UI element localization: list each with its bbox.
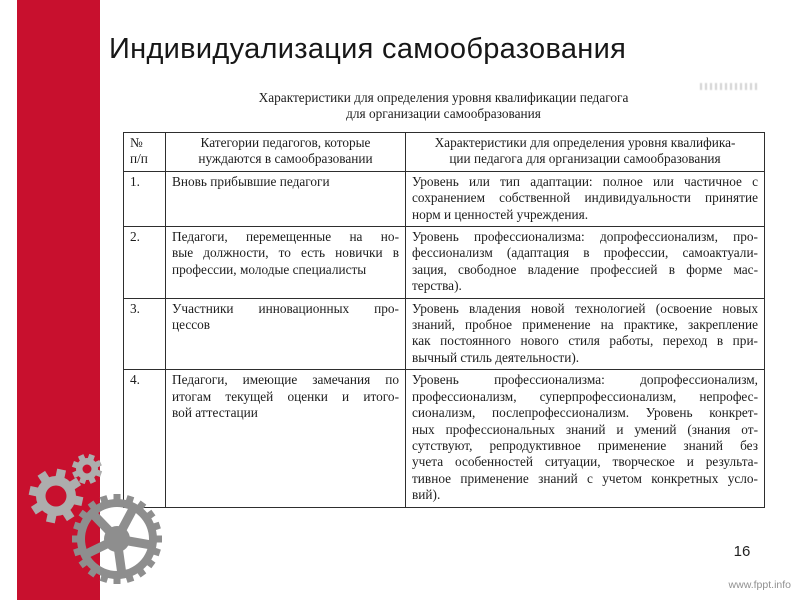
table-cell: Категории педагогов, которые нуждаются в самообразовании — [166, 133, 406, 172]
table-cell: Участники инновационных про- цессов — [166, 298, 406, 370]
table-cell: 3. — [124, 298, 166, 370]
table-cell: Педагоги, перемещенные на но- вые должности, то есть новички в профессии, молодые специалисты — [166, 227, 406, 299]
table-row — [124, 298, 765, 370]
table-cell: 2. — [124, 227, 166, 299]
table-cell: Педагоги, имеющие замечания по итогам текущей оценки и итого- вой аттестации — [166, 370, 406, 507]
table-document — [123, 90, 764, 508]
table-row — [124, 227, 765, 299]
table-row — [124, 171, 765, 226]
table-caption-line-1: Характеристики для определения уровня квалификации педагога — [258, 90, 629, 105]
table-row — [124, 370, 765, 507]
table-cell: № п/п — [124, 133, 166, 172]
table-header-row — [124, 133, 765, 172]
table-cell: 4. — [124, 370, 166, 507]
table-cell: Уровень владения новой технологией (освоение новых знаний, пробное применение на практике, закрепление как постоянного нового стиля работы, переход в при- вычный стиль деятельности). — [406, 298, 765, 370]
cropped-text-artifact — [700, 83, 757, 90]
table-cell: 1. — [124, 171, 166, 226]
table-caption-line-2: для организации самообразования — [346, 106, 541, 121]
page-number: 16 — [733, 543, 751, 560]
table-cell: Уровень профессионализма: допрофессионализм, профессионализм, суперпрофессионализм, непрофес- сионализм, послепрофессионализм. Уровень конкрет- ных профессиональных знаний и умений (знания от- сутствуют, репродуктивное применение знаний без учета особенностей ситуации, творческое и результа- тивное применение знаний с учетом конкретных усло- вий). — [406, 370, 765, 507]
qualification-table-body — [124, 171, 765, 507]
table-cell: Характеристики для определения уровня квалифика- ции педагога для организации самообразования — [406, 133, 765, 172]
page-title: Индивидуализация самообразования — [109, 33, 627, 65]
table-cell: Уровень или тип адаптации: полное или частичное с сохранением собственной индивидуальности принятие норм и ценностей учреждения. — [406, 171, 765, 226]
watermark-link: www.fppt.info — [728, 579, 791, 591]
gears-icon — [0, 430, 200, 600]
table-cell: Вновь прибывшие педагоги — [166, 171, 406, 226]
gear-large — [72, 494, 162, 584]
qualification-table — [123, 132, 765, 508]
qualification-table-head — [124, 133, 765, 172]
table-cell: Уровень профессионализма: допрофессионализм, про- фессионализм (адаптация в профессии, самоактуали- зация, свободное владение профессией в форме мас- терства). — [406, 227, 765, 299]
